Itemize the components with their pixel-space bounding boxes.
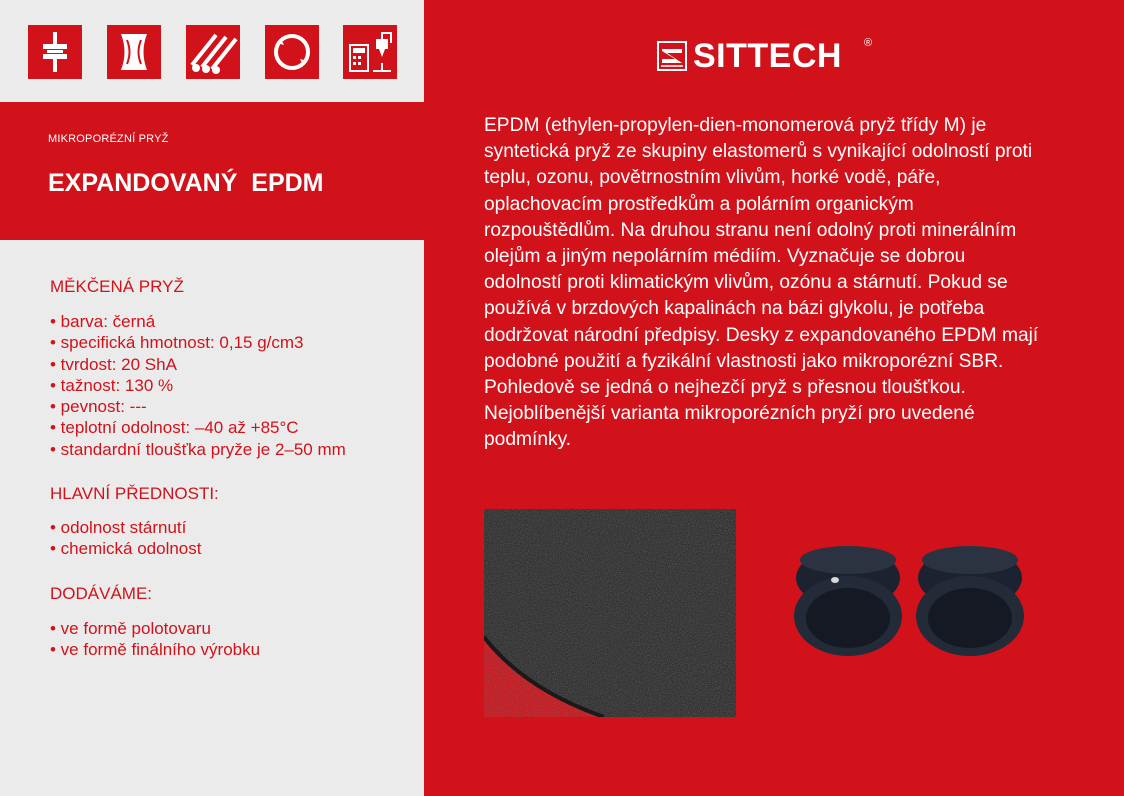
list-item: • ve formě polotovaru	[50, 619, 211, 638]
cnc-machine-icon	[343, 25, 397, 79]
list-item: • pevnost: ---	[50, 397, 147, 417]
ring-icon	[265, 25, 319, 79]
section-heading-supply: DODÁVÁME:	[50, 584, 153, 603]
rods-icon	[186, 25, 240, 79]
registered-mark: ®	[864, 37, 873, 49]
supply-list	[50, 618, 260, 661]
list-item: • chemická odolnost	[50, 539, 202, 559]
profile-shape-icon	[107, 25, 161, 79]
list-item: • specifická hmotnost: 0,15 g/cm3	[50, 333, 304, 353]
foam-sheet-image	[484, 509, 736, 717]
advantages-list	[50, 517, 201, 560]
list-item: • tvrdost: 20 ShA	[50, 354, 177, 374]
list-item: • barva: černá	[50, 312, 156, 331]
sittech-logo	[657, 38, 877, 74]
icon-bar	[0, 0, 424, 102]
section-heading-softened-rubber: MĚKČENÁ PRYŽ	[50, 277, 184, 296]
logo-mark-icon	[657, 41, 687, 71]
page-title: EXPANDOVANÝ EPDM	[48, 169, 324, 197]
logo-text: SITTECH	[693, 37, 842, 75]
list-item: • odolnost stárnutí	[50, 518, 187, 537]
list-item: • standardní tloušťka pryže je 2–50 mm	[50, 439, 346, 459]
epdm-parts-image	[790, 538, 1035, 658]
properties-list	[50, 311, 346, 460]
page-subtitle: MIKROPORÉZNÍ PRYŽ	[48, 133, 169, 145]
section-heading-advantages: HLAVNÍ PŘEDNOSTI:	[50, 484, 219, 503]
list-item: • tažnost: 130 %	[50, 375, 174, 395]
list-item: • ve formě finálního výrobku	[50, 640, 261, 660]
connector-icon	[28, 25, 82, 79]
description-text: EPDM (ethylen-propylen-dien-monomerová pryž třídy M) je syntetická pryž ze skupiny elastomerů s vynikající odolností proti teplu, ozonu, povětrnostním vlivům, horké vodě, páře, oplachovacím prostředkům a polárním organickým rozpouštědlům. Na druhou stranu není odolný proti minerálním olejům a jiným nepolárním médiím. Vyznačuje se dobrou odolností proti klimatickým vlivům, ozónu a stárnutí. Pokud se používá v brzdových kapalinách na bázi glykolu, je potřeba dodržovat národní předpisy. Desky z expandovaného EPDM mají podobné použití a fyzikální vlastnosti jako mikroporézní SBR. Pohledově se jedná o nejhezčí pryž s přesnou tloušťkou. Nejoblíbenější varianta mikroporézních pryží pro uvedené podmínky.	[484, 115, 1039, 451]
list-item: • teplotní odolnost: –40 až +85°C	[50, 418, 299, 438]
